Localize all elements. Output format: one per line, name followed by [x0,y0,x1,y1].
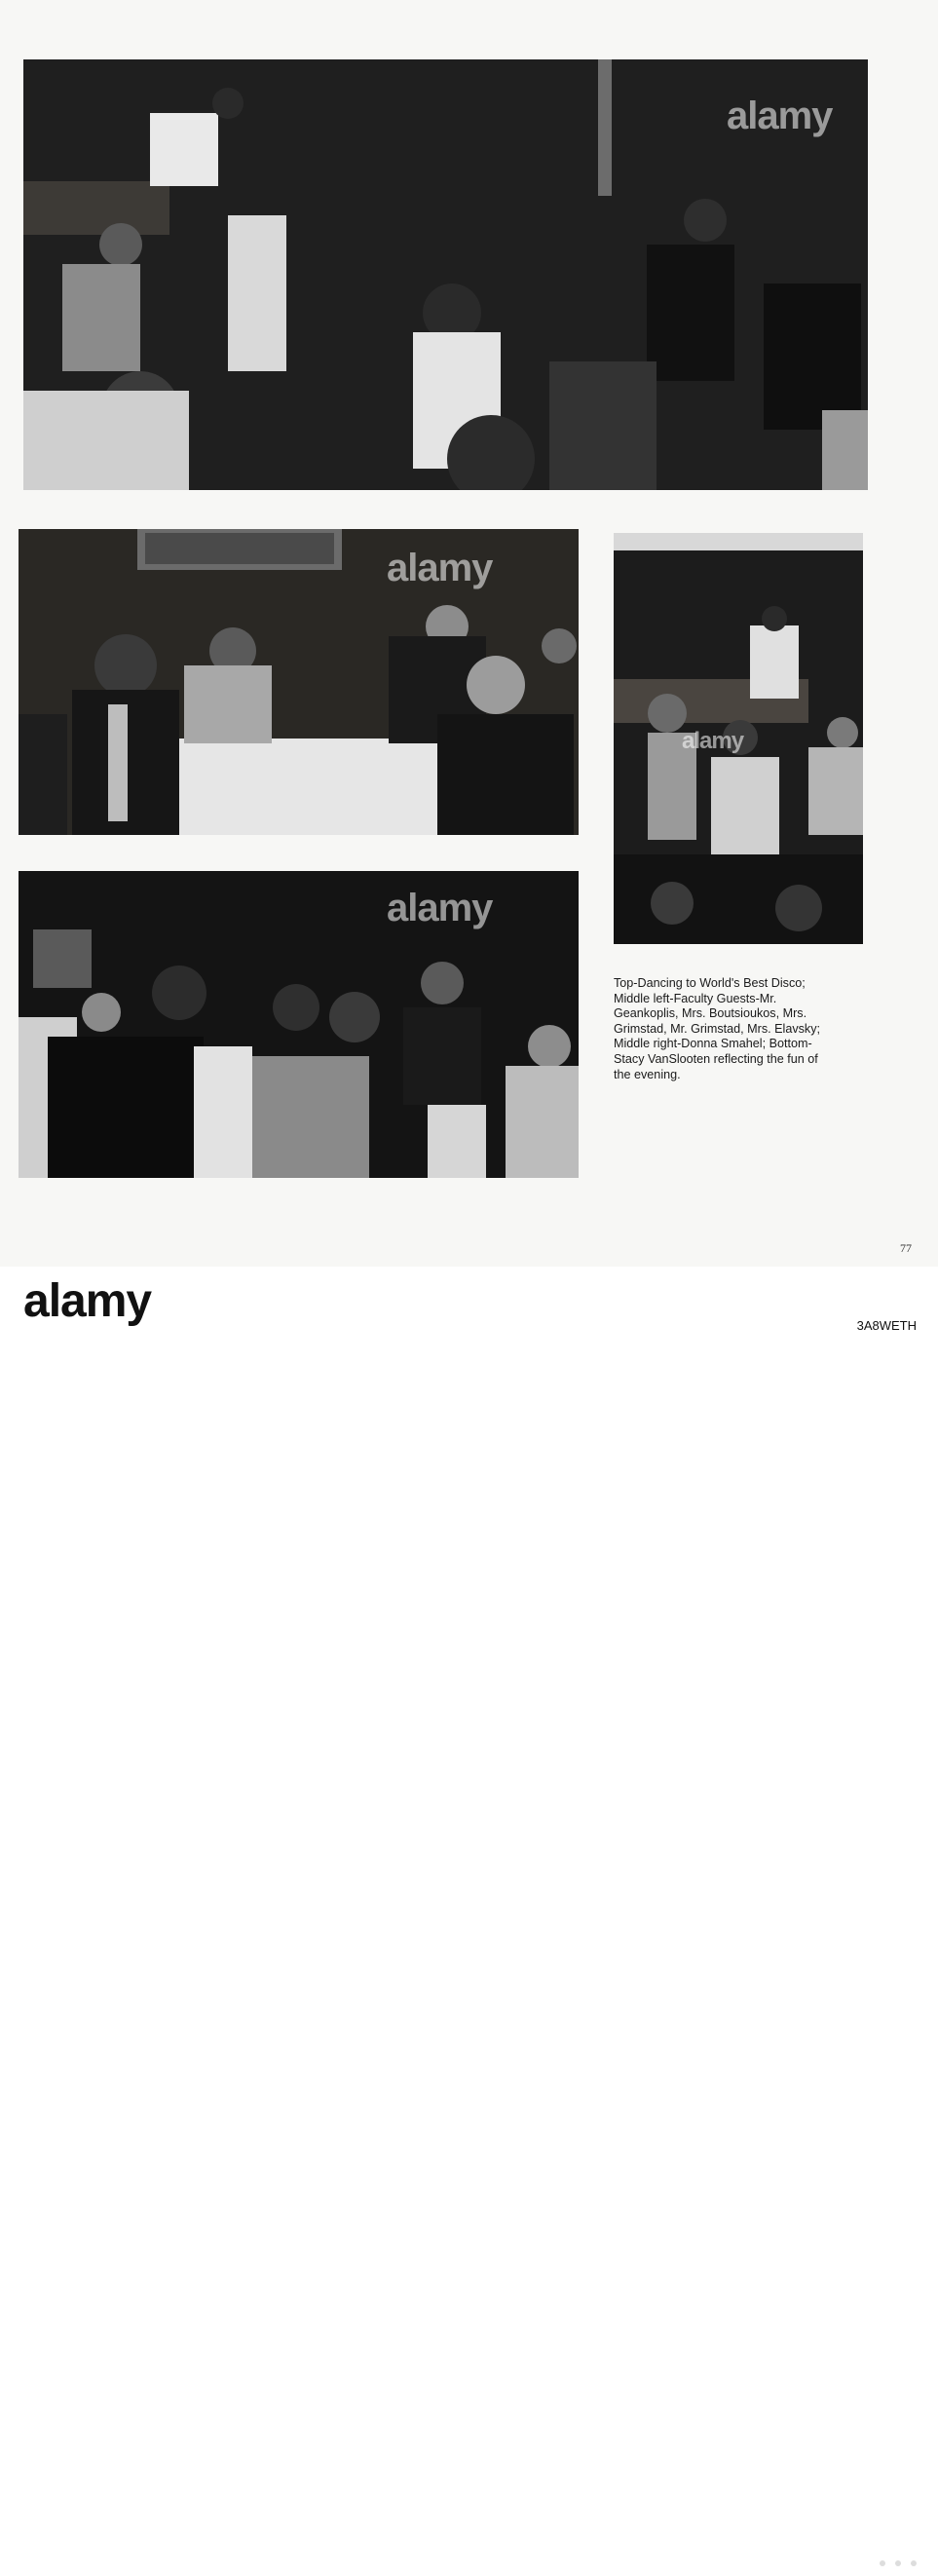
caption-line: Stacy VanSlooten reflecting the fun of [614,1051,818,1066]
alamy-logo[interactable]: alamy [23,1275,152,1327]
caption-line: Geankoplis, Mrs. Boutsioukos, Mrs. [614,1006,807,1021]
meta-dot [880,2560,885,2566]
caption-line: Top-Dancing to World's Best Disco; [614,976,806,990]
watermark-middle-right: alamy [682,728,744,754]
photo-middle-left-faculty [19,529,579,835]
photo-bottom-stacy [19,871,579,1178]
meta-dot [895,2560,901,2566]
caption-line: Middle right-Donna Smahel; Bottom- [614,1037,812,1051]
watermark-middle-left: alamy [387,547,493,589]
page-number: 77 [900,1241,912,1255]
watermark-bottom: alamy [387,887,493,929]
photo-bottom-scene [19,871,579,1178]
photo-top-dancing [23,59,868,490]
caption-line: Grimstad, Mr. Grimstad, Mrs. Elavsky; [614,1021,821,1036]
photo-caption [614,976,869,1082]
caption-line: the evening. [614,1067,681,1081]
meta-dot [911,2560,917,2566]
caption-line: Middle left-Faculty Guests-Mr. [614,991,777,1005]
image-id: 3A8WETH [856,1318,917,1333]
photo-middle-right-donna [614,533,863,944]
watermark-top: alamy [727,95,833,137]
footer-meta [410,2551,917,2576]
photo-middle-left-scene [19,529,579,835]
yearbook-page [0,0,938,1267]
